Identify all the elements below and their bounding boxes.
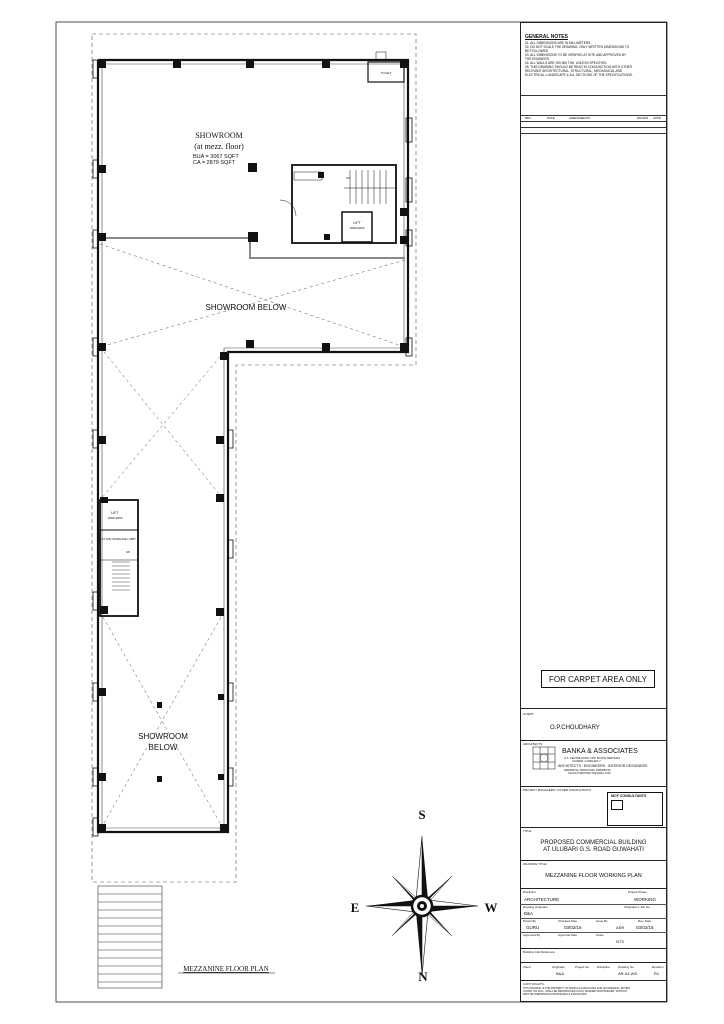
footer-drawing-no-label: Drawing No. [618,965,635,969]
footer-revision-label: Revision [652,965,664,969]
rev-date-label: Rev. Date [638,919,652,923]
issue-value: ASR [616,925,625,930]
compass-w: W [484,900,498,915]
scale-value: NTS [616,939,624,944]
phase-value: WORKING [634,897,656,902]
mezzanine-edge-2 [250,238,405,258]
carpet-area-note: FOR CARPET AREA ONLY [541,670,655,688]
client-name: O.P.CHOUDHARY [550,725,600,731]
general-note-line: 02. DO NOT SCALE THE DRAWING, ONLY WRITTEN DIMENSIONS TO [525,45,630,49]
copyright-line-2: IN PART OR FULL, SHALL BE REPRODUCED IN ANY MANNER WHATSOEVER, WITHOUT [523,990,628,993]
approval-date-label: Approval Date [558,933,578,937]
top-core [280,165,396,243]
room-label-showroom: SHOWROOM [195,131,243,140]
architects-label: ARCHITECTS: [523,742,544,746]
general-note-line: RELEVANT ARCHITECTURAL, STRUCTURAL, MECHANICAL AND [525,69,623,73]
revision-header-cell: AMENDMENTS [569,116,591,120]
compass-e: E [350,900,360,915]
firm-tagline: ARCHITECTS . ENGINEERS . INTERIOR DESIGNERS [558,764,648,768]
ca-label: CA = 2879 SQFT [193,160,236,166]
stair-up-left: UP [126,550,131,554]
room-label-showroom-below-lower-1: SHOWROOM [138,732,188,741]
columns [98,60,408,832]
discipline-label: Discipline [523,890,536,894]
revision-header-cell: DRAWN [637,116,649,120]
compass-rose [366,836,478,976]
outer-walls [98,60,408,832]
consultant-box [607,792,663,826]
originator-job-label: Originator's Job No. [624,905,651,909]
toilet-block [368,52,404,82]
inner-wall-line [102,64,404,828]
discipline-value: ARCHITECTURE [524,897,560,902]
footer-discipline-label: Discipline [597,965,610,969]
entrance-stair [98,886,162,988]
copyright-line-1: THIS DRAWING IS THE PROPERTY OF BANKA & ASSOCIATES AND NO DRAWING, EITHER [523,987,630,990]
windows [93,60,412,836]
lift-left-label: LIFT [111,511,119,515]
bua-label: BUA = 3067 SQFT [193,154,239,160]
drawn-value: GURU [526,925,540,930]
copyright-label: COPY RIGHTS: [523,982,545,986]
general-note-line: 03. ALL DIMENSIONS TO BE VERIFIED AT SITE AND APPROVED BY [525,53,627,57]
title-label: TITLE: [523,829,533,833]
general-notes-title: GENERAL NOTES [525,34,568,40]
issue-label: Issue By [596,919,608,923]
compass-n: N [418,969,428,984]
drawing-title-label: DRAWING TITLE: [523,862,548,866]
revision-header-cell: DATE [547,116,555,120]
general-note-line: 01. ALL DIMENSIONS ARE IN MILLIMETERS. [525,41,592,45]
rev-date-value: 03/02/16 [636,925,654,930]
footer-originator-label: Originator [552,965,566,969]
project-title-2: AT ULUBARI G.S. ROAD GUWAHATI [543,847,644,853]
checked-label: Checked Date [558,919,578,923]
consultant-name: MCF CONSULTANTS [611,794,647,798]
firm-name: BANKA & ASSOCIATES [562,748,638,755]
lift-left-size: 1800x1800 [107,516,123,520]
footer-originator-value: B&A [556,971,565,976]
drawing-title: MEZZANINE FLOOR WORKING PLAN [545,873,642,879]
general-note-line: BE FOLLOWED. [525,49,549,53]
general-note-line: THE ENGINEER. [525,57,550,61]
general-note-line: ELECTRICAL, LANDSCAPE & ALL SECTIONS OF THE SPECIFICATIONS. [525,73,633,77]
scale-label: Scale [596,933,604,937]
compass-s: S [418,807,426,822]
title-block-lower [520,708,667,1002]
checked-value: 03/02/16 [564,925,582,930]
general-note-line: 04. ALL WALLS ARE 150 MM THK. UNLESS SPECIFIED. [525,61,608,65]
consultant-logo [611,800,623,810]
footer-project-no-label: Project No. [575,965,590,969]
void-diagonals-middle [100,347,224,500]
toilet-label: TOILET [380,71,392,75]
client-label: CLIENT: [523,712,535,716]
grid-reference-label: Building Grid Reference [523,950,555,954]
general-note-line: 05. THIS DRAWING SHOULD BE READ IN CONJUNCTION WITH OTHER [525,65,632,69]
void-diagonals-bottom [100,612,224,830]
room-label-showroom-below-lower-2: BELOW [148,743,178,752]
void-diagonals-top [100,244,405,347]
pm-label: PROJECT MANAGERS / OTHER CONSULTANTS: [523,788,592,792]
footer-revision-value: R1 [654,971,660,976]
phase-label: Project Phase [628,890,647,894]
copyright-line-3: WRITTEN PERMISSION FROM BANKA & ASSOCIATES. [523,993,588,996]
footer-drawing-no-value: AR-04-WD [618,971,638,976]
footer-client-label: Client [523,965,531,969]
plot-boundary [92,34,416,882]
room-label-showroom-below-top: SHOWROOM BELOW [205,303,287,312]
project-title-1: PROPOSED COMMERCIAL BUILDING [540,840,647,846]
originator-label: Drawing Originator [523,905,549,909]
lobby-label: LIFT AND STAIRCASE LOBBY [100,538,136,541]
originator-value: B&A [524,911,534,916]
firm-contact-2: GAUHATI.ARCHITECTS@GMAIL.COM [568,772,611,775]
firm-address-2: ULUBARI, GUWAHATI-7 [572,760,601,763]
approved-label: Approved By [523,933,541,937]
revision-header-cell: REV [525,116,532,120]
drawn-label: Drawn By [523,919,537,923]
plan-title: MEZZANINE FLOOR PLAN [183,965,269,973]
firm-contact-1: 09864082740, 09435179440, 09864082730 [564,769,611,772]
stair-up-top: UP [346,176,351,180]
room-label-mezz: (at mezz. floor) [194,142,244,151]
firm-address-1: G.S. CENTRE POINT, OPP. BOOTH SERVICES [564,757,620,760]
lift-top-size: 1800x1800 [349,226,365,230]
revision-header-cell: APPD [653,116,662,120]
lift-top-label: LIFT [353,221,361,225]
